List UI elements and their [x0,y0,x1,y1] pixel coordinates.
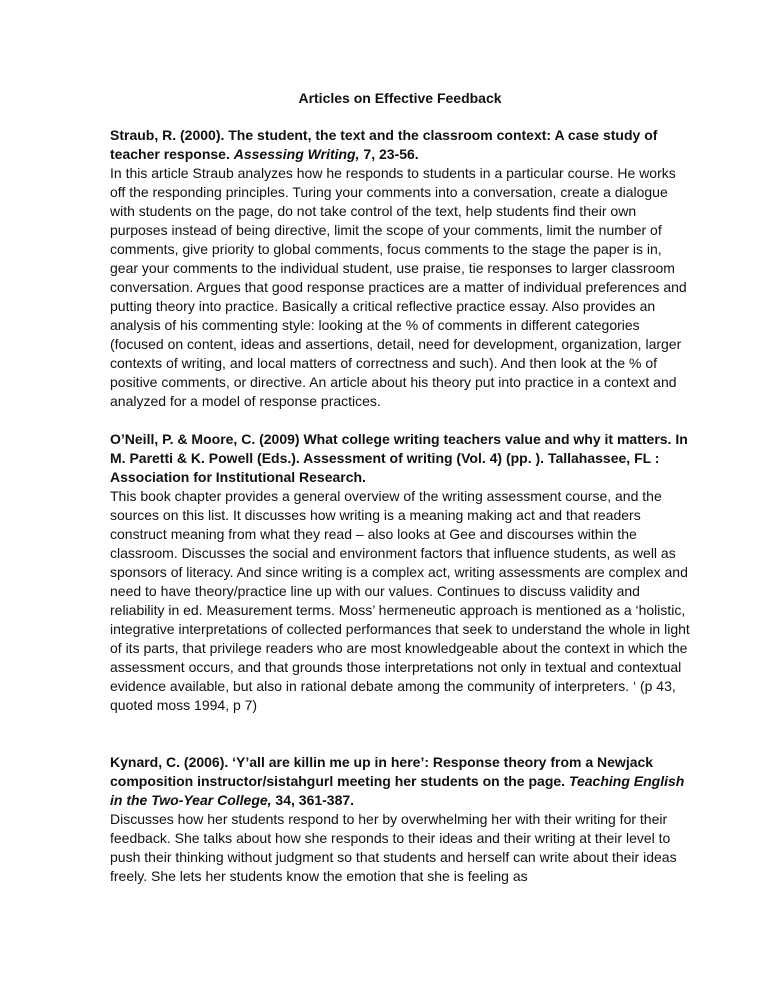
article-summary: Discusses how her students respond to her by overwhelming her with their writing for their feedback. She talks about how she responds to their ideas and their writing at their level to push their thinking without judgment so that students and herself can write about their ideas freely. She lets her students know the emotion that she is feeling as [110,811,677,884]
citation-text: O’Neill, P. & Moore, C. (2009) What college writing teachers value and why it matters. In M. Paretti & K. Powell (Eds.). Assessment of writing (Vol. 4) (pp. ). Tallahassee, FL : Association for Institutional Research. [110,431,688,485]
document-title: Articles on Effective Feedback [298,90,502,106]
article-entry-oneill-moore [110,430,690,715]
article-citation [110,430,690,487]
article-entry-straub [110,126,690,411]
journal-title: Teaching English in the Two-Year College, [110,773,685,808]
document-page [110,89,690,905]
citation-text: Straub, R. (2000). The student, the text and the classroom context: A case study of teacher response. [110,127,658,162]
citation-volume-pages: 34, 361-387. [271,792,355,808]
citation-text: Kynard, C. (2006). ‘Y’all are killin me up in here’: Response theory from a Newjack composition instructor/sistahgurl meeting her students on the page. [110,754,654,789]
article-entry-kynard [110,753,690,886]
article-summary: In this article Straub analyzes how he responds to students in a particular course. He works off the responding principles. Turing your comments into a conversation, create a dialogue with students on the page, do not take control of the text, help students find their own purposes instead of being directive, limit the scope of your comments, limit the number of comments, give priority to global comments, focus comments to the stage the paper is in, gear your comments to the individual student, use praise, tie responses to larger classroom conversation. Argues that good response practices are a matter of individual preferences and putting theory into practice. Basically a critical reflective practice essay. Also provides an analysis of his commenting style: looking at the % of comments in different categories (focused on content, ideas and assertions, detail, need for development, organization, larger contexts of writing, and local matters of correctness and such). And then look at the % of positive comments, or directive. An article about his theory put into practice in a context and analyzed for a model of response practices. [110,165,687,409]
article-citation [110,753,690,810]
citation-volume-pages: 7, 23-56. [359,146,419,162]
article-summary: This book chapter provides a general overview of the writing assessment course, and the sources on this list. It discusses how writing is a meaning making act and that readers construct meaning from what they read – also looks at Gee and discourses within the classroom. Discusses the social and environment factors that influence students, as well as sponsors of literacy. And since writing is a complex act, writing assessments are complex and need to have theory/practice line up with our values. Continues to discuss validity and reliability in ed. Measurement terms. Moss’ hermeneutic approach is mentioned as a ‘holistic, integrative interpretations of collected performances that seek to understand the whole in light of its parts, that privilege readers who are most knowledgeable about the context in which the assessment occurs, and that grounds those interpretations not only in textual and contextual evidence available, but also in rational debate among the community of interpreters. ‘ (p 43, quoted moss 1994, p 7) [110,488,690,713]
article-citation [110,126,690,164]
journal-title: Assessing Writing, [233,146,360,162]
